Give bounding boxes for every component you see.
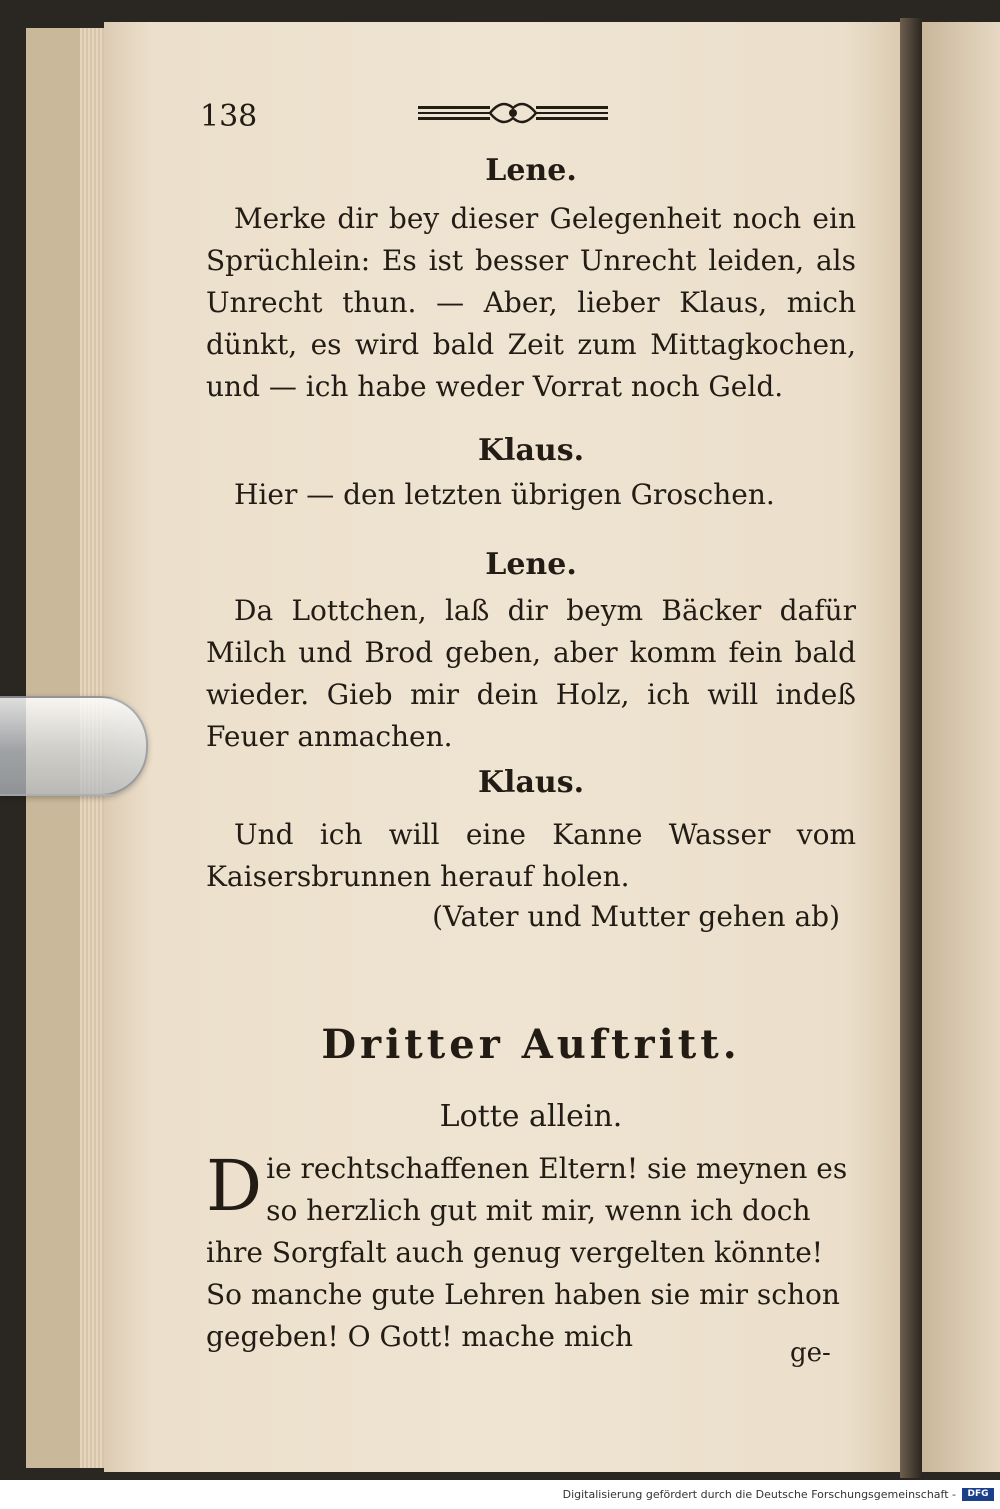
paragraph-text: Da Lottchen, laß dir beym Bäcker dafür Milch und Brod geben, aber komm fein bald wieder. Gieb mir dein Holz, ich will indeß Feuer anmachen. <box>206 594 856 753</box>
footer-credit: Digitalisierung gefördert durch die Deutsche Forschungsgemeinschaft - <box>562 1488 956 1501</box>
scene-heading: Dritter Auftritt. <box>321 1021 741 1068</box>
dialogue-paragraph <box>206 198 856 408</box>
dialogue-paragraph <box>206 814 856 898</box>
paragraph-text: ie rechtschaffenen Eltern! sie meynen es so herzlich gut mit mir, wenn ich doch ihre Sorgfalt auch genug vergelten könnte! So manche gute Lehren haben sie mir schon gegeben! O Gott! mache mich <box>206 1152 848 1353</box>
speaker-label: Klaus. <box>477 765 585 800</box>
facing-page-edge <box>922 22 1000 1472</box>
speaker-label: Lene. <box>485 547 577 582</box>
paragraph-text: Hier — den letzten übrigen Groschen. <box>234 478 775 511</box>
digitization-footer <box>0 1480 1000 1509</box>
paragraph-text: Und ich will eine Kanne Wasser vom Kaisersbrunnen herauf holen. <box>206 818 856 893</box>
dfg-logo: DFG <box>962 1488 994 1501</box>
header-ornament <box>418 96 608 130</box>
speaker-label: Lene. <box>485 153 577 188</box>
book-gutter <box>900 18 922 1478</box>
page-number: 138 <box>200 99 258 134</box>
dialogue-paragraph <box>206 590 856 758</box>
speaker-label: Klaus. <box>477 433 585 468</box>
dialogue-paragraph <box>206 474 856 516</box>
scene-subheading: Lotte allein. <box>439 1099 623 1134</box>
paragraph-text: Merke dir bey dieser Gelegenheit noch ein Sprüchlein: Es ist besser Unrecht leiden, als Unrecht thun. — Aber, lieber Klaus, mich dünkt, es wird bald Zeit zum Mittagkochen, und — ich habe weder Vorrat noch Geld. <box>206 202 856 403</box>
page-holder-clip <box>0 696 148 796</box>
drop-cap: D <box>206 1145 263 1227</box>
catchword: ge- <box>790 1338 831 1368</box>
stage-direction: (Vater und Mutter gehen ab) <box>432 900 840 933</box>
scene-paragraph <box>206 1145 856 1358</box>
